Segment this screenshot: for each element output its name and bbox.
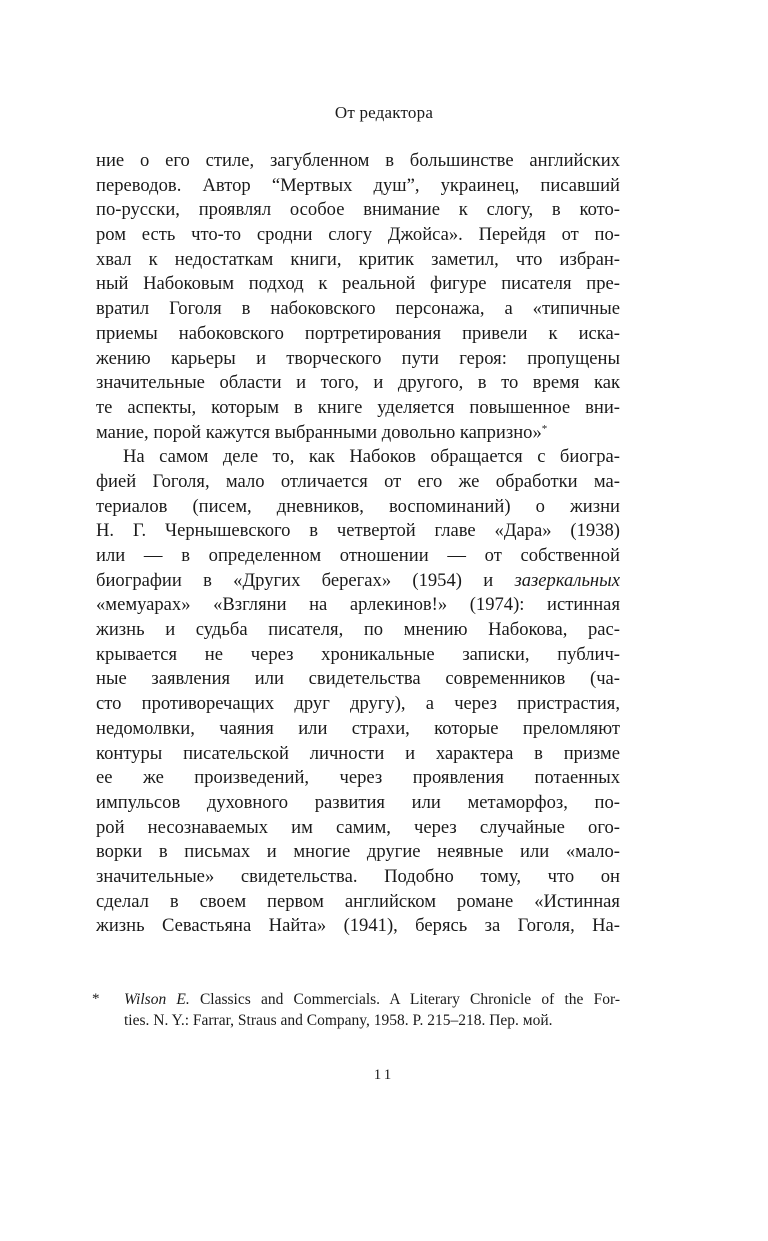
running-head: От редактора [334,103,434,122]
text-line [96,569,620,594]
text-line: те аспекты, которым в книге уделяется повышенное вни- [96,396,620,418]
footnote-reference[interactable]: * [541,422,548,435]
text-line: контуры писательской личности и характера в призме [96,742,620,764]
text-segment: биографии в «Других берегах» (1954) и [96,569,515,591]
text-segment: Classics and Commercials. A Literary Chronicle of the For- [189,991,620,1008]
text-segment: мание, порой кажутся выбранными довольно капризно» [96,421,542,443]
text-line [96,421,620,446]
text-line: ные заявления или свидетельства современников (ча- [96,668,620,690]
footnote-line [124,989,620,1010]
text-line: териалов (писем, дневников, воспоминаний) о жизни [96,495,620,517]
text-line: жизнь и судьба писателя, по мнению Набокова, рас- [96,619,620,641]
footnote-line: ties. N. Y.: Farrar, Straus and Company, 1958. P. 215–218. Пер. мой. [124,1012,553,1029]
text-line: фией Гоголя, мало отличается от его же обработки ма- [96,470,620,492]
text-line: значительные области и того, и другого, в то время как [96,372,620,394]
text-line: Н. Г. Чернышевского в четвертой главе «Дара» (1938) [96,520,620,542]
text-line: вратил Гоголя в набоковского персонажа, а «типичные [96,298,620,320]
text-line: «мемуарах» «Взгляни на арлекинов!» (1974): истинная [96,594,620,616]
text-line: недомолвки, чаяния или страхи, которые преломляют [96,717,620,739]
body-text [96,149,620,939]
text-line: рой несознаваемых им самим, через случайные ого- [96,816,620,838]
text-line: На самом деле то, как Набоков обращается с биогра- [123,446,620,468]
text-line: сто противоречащих друг другу), а через пристрастия, [96,693,620,715]
italic-word: зазеркальных [514,569,620,591]
text-line: ворки в письмах и многие другие неявные или «мало- [96,841,620,863]
text-line: ние о его стиле, загубленном в большинстве английских [96,150,620,171]
page-number: 11 [373,1067,395,1083]
text-line: крывается не через хроникальные записки, публич- [96,643,620,665]
footnote-text [124,989,620,1031]
text-line: сделал в своем первом английском романе «Истинная [96,890,620,912]
text-line: ром есть что-то сродни слогу Джойса». Перейдя от по- [96,224,620,246]
text-line: ный Набоковым подход к реальной фигуре писателя пре- [96,273,620,295]
text-line: импульсов духовного развития или метаморфоз, по- [96,791,620,813]
text-line: значительные» свидетельства. Подобно тому, что он [96,865,620,887]
footnote-marker: * [92,991,100,1007]
text-line: жению карьеры и творческого пути героя: пропущены [96,347,620,369]
text-line: переводов. Автор “Мертвых душ”, украинец, писавший [96,174,620,196]
text-line: по-русски, проявлял особое внимание к слогу, в кото- [96,199,620,221]
paragraph-1 [96,149,620,445]
footnote-author: Wilson E. [124,991,190,1008]
text-line: или — в определенном отношении — от собственной [96,545,620,566]
text-line: хвал к недостаткам книги, критик заметил, что избран- [96,248,620,270]
text-line: приемы набоковского портретирования привели к иска- [96,322,620,344]
paragraph-2 [96,445,620,939]
text-line: жизнь Севастьяна Найта» (1941), берясь за Гоголя, На- [96,915,620,937]
text-line: ее же произведений, через проявления потаенных [96,767,620,789]
